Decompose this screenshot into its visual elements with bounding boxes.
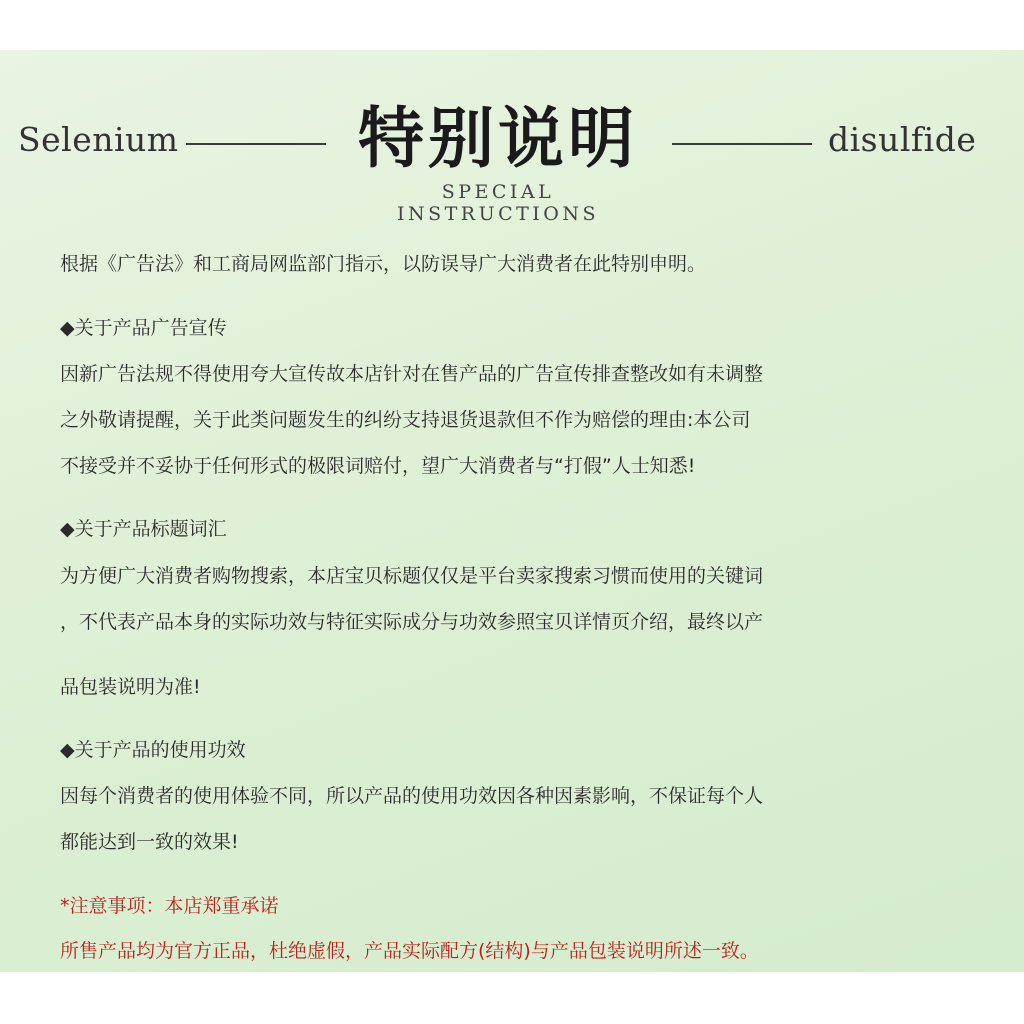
header-left-rule — [186, 143, 326, 145]
section-title-words-line: 为方便广大消费者购物搜索，本店宝贝标题仅仅是平台卖家搜索习惯而使用的关键词 — [60, 565, 764, 587]
page-title: 特别说明 — [358, 99, 638, 177]
notice-heading: *注意事项：本店郑重承诺 — [60, 895, 279, 917]
section-advertising-line: 因新广告法规不得使用夸大宣传故本店针对在售产品的广告宣传排查整改如有未调整 — [60, 363, 764, 385]
section-effects-line: 都能达到一致的效果! — [60, 831, 239, 853]
section-heading-effects: ◆关于产品的使用功效 — [60, 739, 246, 761]
section-heading-title-words: ◆关于产品标题词汇 — [60, 518, 227, 540]
page-subtitle: SPECIAL INSTRUCTIONS — [396, 181, 600, 225]
header-right-word: disulfide — [828, 120, 977, 159]
header-left-word: Selenium — [18, 120, 179, 159]
header-right-rule — [672, 143, 812, 145]
section-title-words-line: 品包装说明为准! — [60, 676, 201, 698]
instructions-panel — [0, 50, 1024, 972]
section-advertising-line: 之外敬请提醒，关于此类问题发生的纠纷支持退货退款但不作为赔偿的理由:本公司 — [60, 409, 751, 431]
notice-text: 所售产品均为官方正品，杜绝虚假，产品实际配方(结构)与产品包装说明所述一致。 — [60, 940, 759, 962]
section-advertising-line: 不接受并不妥协于任何形式的极限词赔付，望广大消费者与“打假”人士知悉! — [60, 455, 696, 477]
section-title-words-line: ，不代表产品本身的实际功效与特征实际成分与功效参照宝贝详情页介绍，最终以产 — [60, 611, 764, 633]
section-effects-line: 因每个消费者的使用体验不同，所以产品的使用功效因各种因素影响，不保证每个人 — [60, 785, 764, 807]
section-heading-advertising: ◆关于产品广告宣传 — [60, 317, 227, 339]
header — [0, 98, 1024, 225]
intro-text: 根据《广告法》和工商局网监部门指示，以防误导广大消费者在此特别申明。 — [60, 253, 707, 275]
